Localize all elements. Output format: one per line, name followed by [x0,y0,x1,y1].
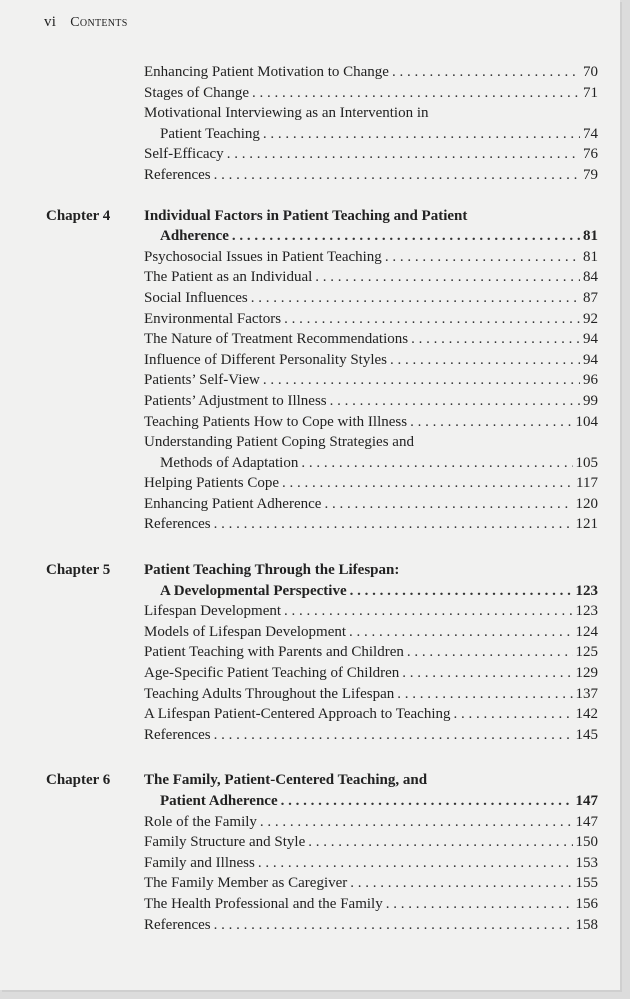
toc-entry-title: References [144,516,211,533]
chapter-label: Chapter 5 [46,562,111,579]
toc-entry-page: 87 [583,289,598,306]
toc-entry [144,832,598,853]
table-of-contents [0,62,620,935]
leader-dots [214,915,573,936]
leader-dots [260,812,573,833]
chapter-title-line2: Adherence [160,228,229,245]
leader-dots [454,704,573,725]
leader-dots [214,514,573,535]
toc-entry-page: 117 [576,475,598,492]
toc-entry-page: 81 [583,248,598,265]
toc-entry [144,473,598,494]
toc-entry [144,812,598,833]
toc-entry [144,494,598,515]
chapter-title-line1: Individual Factors in Patient Teaching and Patient [144,207,468,224]
toc-entry [144,83,598,104]
leader-dots [350,873,572,894]
toc-entry-title: Teaching Patients How to Cope with Illness [144,413,408,430]
leader-dots [386,894,573,915]
toc-entry-page: 70 [583,64,598,80]
leader-dots [251,288,580,309]
leader-dots [284,309,580,330]
toc-entry [144,412,598,433]
toc-entry-title: Age-Specific Patient Teaching of Children [144,665,400,682]
toc-entry [144,915,598,936]
toc-entry-title: Self-Efficacy [144,146,224,163]
toc-entry-title: Teaching Adults Throughout the Lifespan [144,685,395,702]
toc-entry-page: 105 [575,454,598,471]
leader-dots [281,791,573,812]
page-number: vi [44,14,57,30]
leader-dots [301,453,572,474]
spacer [0,745,620,770]
chapter-title-row [144,791,598,812]
toc-entry-title: Patient Teaching with Parents and Children [144,644,404,661]
chapter-5 [0,560,620,745]
toc-entry-page: 156 [575,895,598,912]
toc-entry [144,309,598,330]
toc-entry-page: 79 [583,166,598,183]
leader-dots [407,642,573,663]
toc-entry [144,144,598,165]
chapter-label: Chapter 6 [46,772,111,789]
toc-entry-title: Family and Illness [144,854,255,871]
toc-entry [144,62,598,83]
toc-entry [144,391,598,412]
spacer [0,535,620,560]
toc-entry-title: Patients’ Adjustment to Illness [144,392,327,409]
toc-entry-page: 74 [583,125,598,142]
chapter-label: Chapter 4 [46,207,111,224]
toc-entry-title-line1: Motivational Interviewing as an Intervention in [144,105,429,122]
leader-dots [410,412,572,433]
toc-entry-page: 150 [575,834,598,851]
toc-entry-page: 94 [583,351,598,368]
leader-dots [324,494,572,515]
toc-entry-page: 145 [575,726,598,743]
toc-entry-title: Role of the Family [144,813,257,830]
toc-entry-title: A Lifespan Patient-Centered Approach to Teaching [144,706,451,723]
running-head [44,14,128,31]
leader-dots [232,226,580,247]
toc-entry-page: 123 [575,603,598,620]
toc-entry-title: The Nature of Treatment Recommendations [144,331,409,348]
toc-entry-page: 142 [575,706,598,723]
leader-dots [263,124,580,145]
toc-entry [144,894,598,915]
toc-entry [144,663,598,684]
toc-entry-page: 84 [583,269,598,286]
toc-entry-page: 137 [575,685,598,702]
leader-dots [263,370,580,391]
toc-entry-title: The Patient as an Individual [144,269,313,286]
toc-entry-title: Helping Patients Cope [144,475,279,492]
toc-entry [144,267,598,288]
toc-entry-title: Methods of Adaptation [160,454,299,471]
toc-entry-page: 153 [575,854,598,871]
spacer [0,186,620,206]
toc-entry-title: References [144,726,211,743]
leader-dots [315,267,580,288]
chapter-4 [0,206,620,536]
toc-entry-page: 76 [583,146,598,163]
toc-entry-title: Patients’ Self-View [144,372,260,389]
leader-dots [282,473,573,494]
toc-entry-page: 158 [575,916,598,933]
running-head-title: Contents [70,15,128,30]
toc-entry-title: The Health Professional and the Family [144,895,383,912]
leader-dots [308,832,572,853]
toc-entry-title: The Family Member as Caregiver [144,875,348,892]
leader-dots [349,622,572,643]
toc-entry-title: References [144,166,211,183]
toc-entry-page: 147 [575,813,598,830]
toc-entry [144,288,598,309]
toc-entry-title: Social Influences [144,289,248,306]
toc-entry [144,247,598,268]
toc-entry-title: Influence of Different Personality Styles [144,351,387,368]
leader-dots [214,725,573,746]
toc-entry [144,370,598,391]
toc-entry-page: 155 [575,875,598,892]
toc-entry [144,873,598,894]
leader-dots [350,581,573,602]
leader-dots [214,165,580,186]
continued-section [0,62,620,186]
toc-entry-title: Stages of Change [144,84,249,101]
chapter-title-row [144,581,598,602]
toc-entry-title: Psychosocial Issues in Patient Teaching [144,248,382,265]
chapter-title-row [144,226,598,247]
leader-dots [284,601,572,622]
leader-dots [252,83,580,104]
toc-entry-page: 94 [583,331,598,348]
toc-entry-title-line1: Understanding Patient Coping Strategies and [144,434,414,451]
toc-entry-title: Enhancing Patient Motivation to Change [144,64,389,80]
chapter-title-line1: The Family, Patient-Centered Teaching, and [144,772,428,789]
toc-entry [144,514,598,535]
toc-entry-page: 92 [583,310,598,327]
chapter-page: 147 [575,793,598,809]
toc-entry [144,350,598,371]
toc-entry-title: Lifespan Development [144,603,282,620]
toc-entry-title: Environmental Factors [144,310,282,327]
leader-dots [390,350,580,371]
toc-entry [144,853,598,874]
toc-entry [144,165,598,186]
toc-entry [144,329,598,350]
toc-entry-page: 120 [575,495,598,512]
toc-entry-page: 121 [575,516,598,533]
toc-entry-title: Family Structure and Style [144,834,306,851]
chapter-page: 81 [583,228,598,245]
toc-entry-page: 99 [583,392,598,409]
chapter-title-line2: A Developmental Perspective [160,582,347,599]
toc-entry [144,124,598,145]
leader-dots [392,62,580,83]
toc-entry [144,453,598,474]
leader-dots [402,663,572,684]
toc-entry-page: 124 [575,623,598,640]
leader-dots [330,391,580,412]
toc-entry-page: 96 [583,372,598,389]
toc-entry-title: References [144,916,211,933]
leader-dots [411,329,580,350]
chapter-page: 123 [575,582,598,599]
leader-dots [397,684,572,705]
toc-entry-title: Enhancing Patient Adherence [144,495,322,512]
toc-entry [144,642,598,663]
toc-entry [144,622,598,643]
toc-entry [144,684,598,705]
leader-dots [227,144,580,165]
toc-entry [144,704,598,725]
chapter-title-line2: Patient Adherence [160,793,278,809]
toc-entry [144,725,598,746]
chapter-6 [0,770,620,935]
toc-entry-page: 71 [583,84,598,101]
toc-entry-page: 125 [575,644,598,661]
toc-entry-title: Patient Teaching [160,125,260,142]
leader-dots [385,247,580,268]
toc-entry-title: Models of Lifespan Development [144,623,347,640]
toc-entry-page: 129 [575,665,598,682]
toc-entry-page: 104 [575,413,598,430]
leader-dots [258,853,573,874]
toc-entry [144,601,598,622]
chapter-title-line1: Patient Teaching Through the Lifespan: [144,562,400,579]
